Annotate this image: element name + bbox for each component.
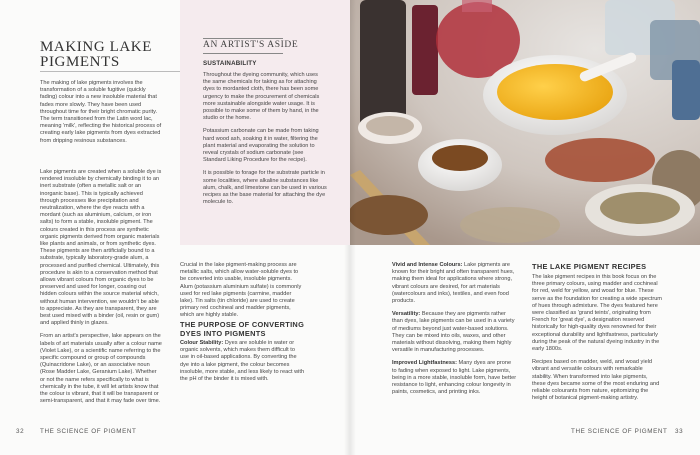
left-running-title: THE SCIENCE OF PIGMENT bbox=[40, 428, 137, 435]
right-page-number: 33 bbox=[675, 428, 684, 435]
still-life-photo bbox=[350, 0, 700, 245]
colour-stability-paragraph bbox=[180, 340, 305, 383]
vivid-text: Lake pigments are known for their bright and often transparent hues, making them ideal for applications where strong, vibrant colours are desired, for art materials (watercolours and inks), textiles, and even food products. bbox=[392, 262, 515, 305]
body-column-b-intro: Crucial in the lake pigment-making process are metallic salts, which allow water-soluble dyes to be converted into usable, insoluble pigments. Alum (potassium aluminium sulfate) is commonly used for red lake pigments (carmine, madder lake). Tin salts (tin chloride) are used to create primary red cochineal and madder pigments, which are highly stable. bbox=[180, 262, 302, 319]
body-paragraph: From an artist's perspective, lake appears on the labels of art materials usually after a colour name (Violet Lake), or a scientific name referring to the specific compound or group of compounds (Quinacridone Lake), or an associative noun (Rose Madder Lake, Geranium Lake). Whether or not the name refers specifically to what is chemically in the tube, it will let artists know that the colour is vibrant, that it will be transparent or semi-transparent, and that it may fade over time. bbox=[40, 333, 162, 405]
vivid-label: Vivid and Intense Colours: bbox=[392, 262, 463, 268]
aside-subtitle: SUSTAINABILITY bbox=[203, 60, 257, 67]
title-divider bbox=[40, 71, 180, 72]
aside-title: AN ARTIST'S ASIDE bbox=[203, 40, 299, 50]
colour-stability-text: Dyes are soluble in water or organic solvents, which makes them difficult to use in oil-based applications. By converting the dye into a lake pigment, the colour becomes insoluble, more stable, and less likely to react with the pH of the binder it is mixed with. bbox=[180, 340, 305, 383]
lightfastness-label: Improved Lightfastness: bbox=[392, 360, 457, 367]
lightfastness-text: Many dyes are prone to fading when exposed to light. Lake pigments, being in a more stable, insoluble form, have better resistance to light, enhancing colour longevity in paints, cosmetics, and printing inks. bbox=[392, 360, 517, 396]
body-column-a bbox=[40, 169, 163, 412]
recipes-body bbox=[532, 274, 662, 408]
right-running-title: THE SCIENCE OF PIGMENT bbox=[571, 428, 668, 435]
left-page-number: 32 bbox=[16, 428, 25, 435]
vivid-paragraph bbox=[392, 262, 517, 305]
right-column-a bbox=[392, 262, 517, 402]
page-title: MAKING LAKE PIGMENTS bbox=[40, 39, 153, 70]
recipes-paragraph: Recipes based on madder, weld, and woad yield vibrant and versatile colours with remarkable stability. When transformed into lake pigments, these dyes became some of the most enduring and reliable colourants from nature, epitomizing the height of botanical pigment-making artistry. bbox=[532, 359, 660, 402]
aside-paragraph: Throughout the dyeing community, which uses the same chemicals for taking as for attaching dyes to mordanted cloth, there has been some urgency to make the procurement of chemicals more sustainable alongside water usage. It is possible to make some of them by hand, in the studio or the home. bbox=[203, 72, 320, 122]
recipes-heading: THE LAKE PIGMENT RECIPES bbox=[532, 262, 647, 271]
versatility-paragraph bbox=[392, 311, 517, 354]
purpose-heading: THE PURPOSE OF CONVERTING DYES INTO PIGMENTS bbox=[180, 320, 305, 338]
aside-body bbox=[203, 72, 327, 212]
lightfastness-paragraph bbox=[392, 360, 517, 396]
colour-stability-label: Colour Stability: bbox=[180, 340, 224, 346]
versatility-label: Versatility: bbox=[392, 311, 421, 318]
versatility-text: Because they are pigments rather than dyes, lake pigments can be used in a variety of mediums beyond just water-based solutions. They can be mixed into oils, waxes, and other materials without dissolving, making them highly versatile in manufacturing processes. bbox=[392, 311, 515, 354]
aside-paragraph: Potassium carbonate can be made from taking hard wood ash, soaking it in water, filtering the plant material and evaporating the solution to reveal crystals of sodium carbonate (see Standard Liking Procedure for the recipe). bbox=[203, 128, 319, 164]
aside-rule-bottom bbox=[203, 53, 283, 54]
body-paragraph: Lake pigments are created when a soluble dye is rendered insoluble by chemically binding it to an inert substrate (often a metallic salt or an inorganic base). This is typically achieved through processes like precipitation and neutralization, where the dye reacts with a mordant (such as aluminium, calcium, or iron salts) to form a stable, insoluble pigment. The colours created in this process are synthetic organic pigments derived from organic materials like plants and animals, or from synthetic dyes. These pigments are then artificially bound to a substrate, typically laboratory-grade alum, a processed and purified chemical. Ultimately, this procedure is akin to a conservation method that allows vibrant colours from organic dyes to be preserved and used for longer, coaxing out hidden colours within the source material which, without human intervention, we wouldn't be able to appreciate. As they are transparent, they are best used mixed with a binder (oil, resin or gum) and applied thinly in glazes. bbox=[40, 169, 162, 327]
intro-paragraph: The making of lake pigments involves the transformation of a soluble fugitive (quickly fading) colour into a new insoluble material that fades more slowly. They have been used throughout time for their bright chromatic purity. The term transitioned from the Latin word lac, meaning 'milk', reflecting the historical process of creating early lake pigments from dyes extracted from dripping resinous substances. bbox=[40, 80, 162, 144]
aside-paragraph: It is possible to forage for the substrate particle in some localities, where alkaline substances like alum, chalk, and limestone can be used in various recipes as the base material for attaching the dye molecule to. bbox=[203, 170, 327, 206]
aside-rule-top bbox=[203, 38, 283, 39]
recipes-paragraph: The lake pigment recipes in this book focus on the three primary colours, using madder and cochineal for red, weld for yellow, and woad for blue. These serve as the foundation for creating a wide spectrum of hues through admixture. The dyes featured here were classified as 'grand teints', originating from French for 'great dye', a designation reserved historically for high-quality dyes renowned for their exceptional durability and lightfastness, particularly during the peak of the natural dyeing industry in the early 1800s. bbox=[532, 274, 662, 353]
